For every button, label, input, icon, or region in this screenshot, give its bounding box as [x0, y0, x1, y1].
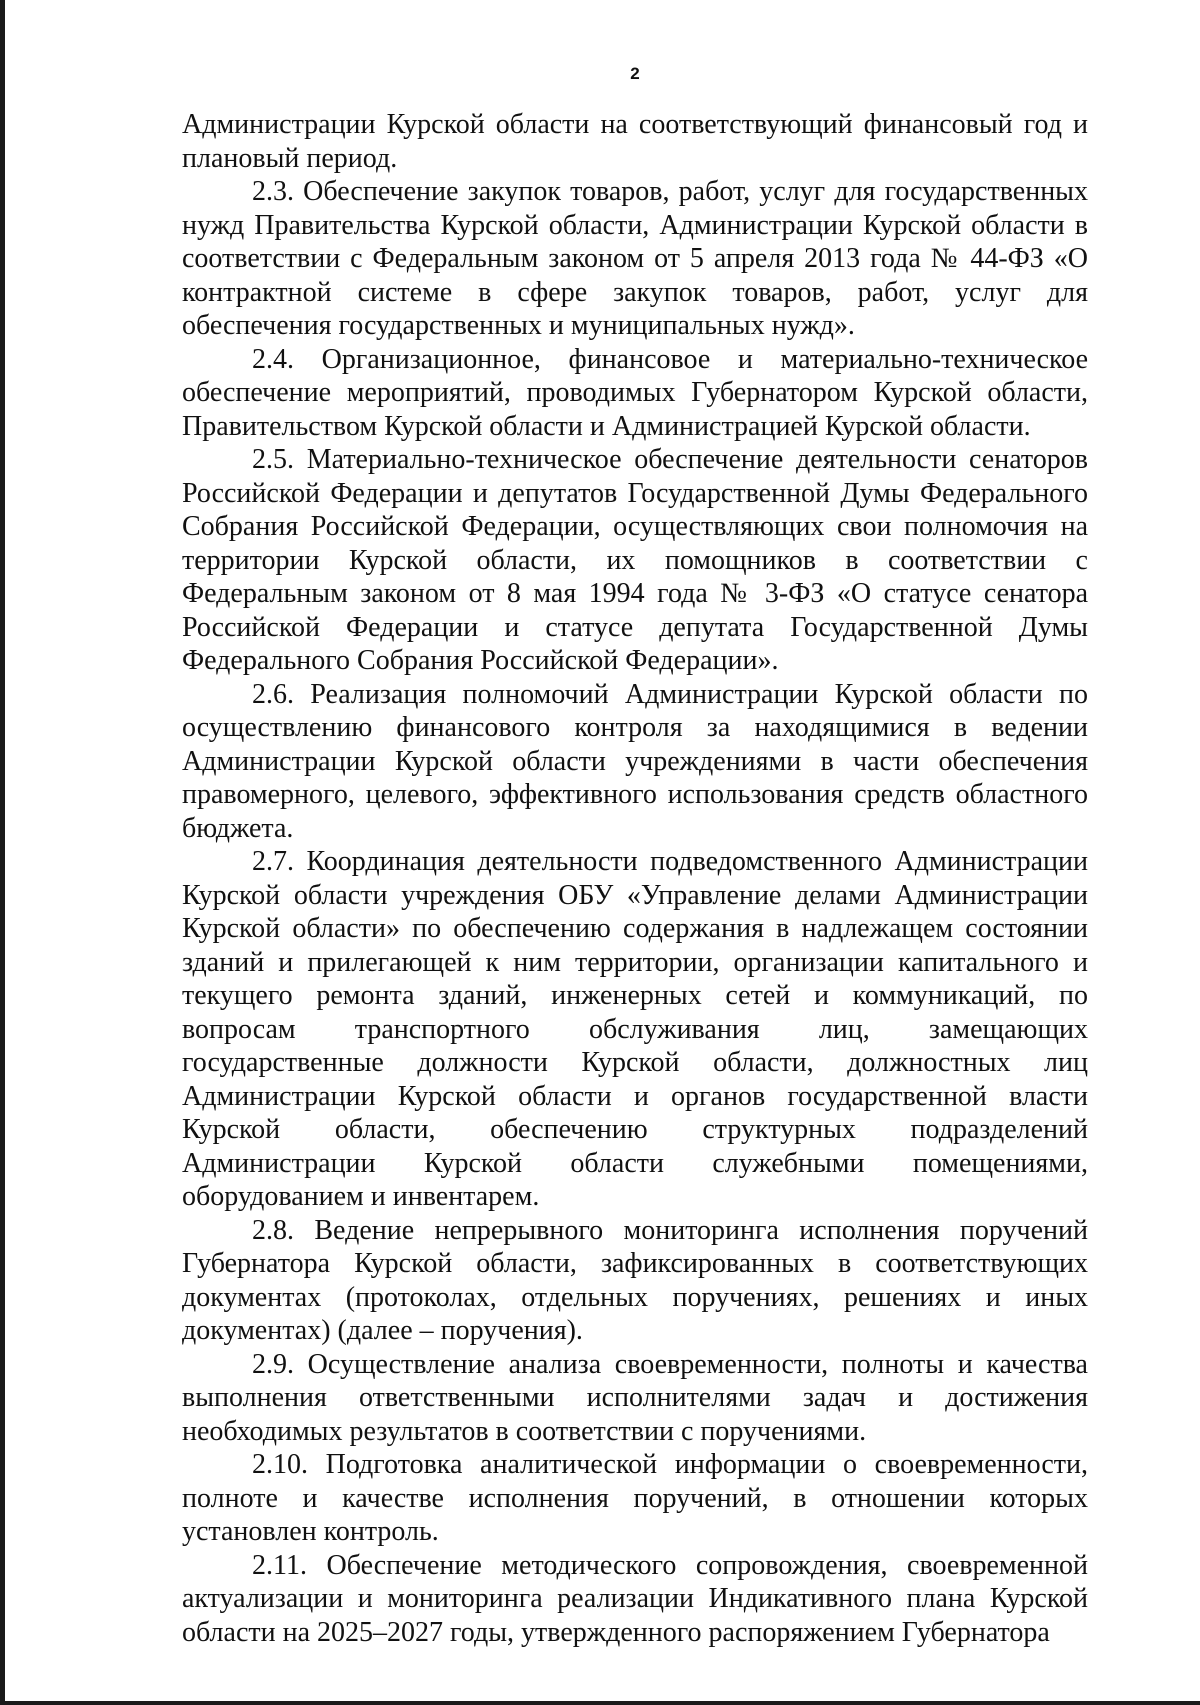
paragraph-2-6: 2.6. Реализация полномочий Администрации Курской области по осуществлению финансового контроля за находящимися в ведении Администрации Курской области учреждениями в части обеспечения правомерного, целевого, эффективного использования средств областного бюджета. — [182, 678, 1088, 844]
page-number: 2 — [630, 64, 640, 83]
paragraph-2-11: 2.11. Обеспечение методического сопровождения, своевременной актуализации и мониторинга реализации Индикативного плана Курской области на 2025–2027 годы, утвержденного распоряжением Губернатора — [182, 1549, 1088, 1648]
scan-edge — [0, 0, 5, 1705]
paragraph-2-10: 2.10. Подготовка аналитической информации о своевременности, полноте и качестве исполнения поручений, в отношении которых установлен контроль. — [182, 1449, 1088, 1547]
document-body — [182, 108, 1088, 1649]
paragraph-2-3: 2.3. Обеспечение закупок товаров, работ, услуг для государственных нужд Правительства Курской области, Администрации Курской области в соответствии с Федеральным законом от 5 апреля 2013 года № 44-ФЗ «О контрактной системе в сфере закупок товаров, работ, услуг для обеспечения государственных и муниципальных нужд». — [182, 176, 1088, 341]
paragraph-continuation: Администрации Курской области на соответствующий финансовый год и плановый период. — [182, 109, 1088, 174]
paragraph-2-5: 2.5. Материально-техническое обеспечение деятельности сенаторов Российской Федерации и депутатов Государственной Думы Федерального Собрания Российской Федерации, осуществляющих свои полномочия на территории Курской области, их помощников в соответствии с Федеральным законом от 8 мая 1994 года № 3-ФЗ «О статусе сенатора Российской Федерации и статусе депутата Государственной Думы Федерального Собрания Российской Федерации». — [182, 444, 1088, 676]
paragraph-2-7: 2.7. Координация деятельности подведомственного Администрации Курской области учреждения ОБУ «Управление делами Администрации Курской области» по обеспечению содержания в надлежащем состоянии зданий и прилегающей к ним территории, организации капитального и текущего ремонта зданий, инженерных сетей и коммуникаций, по вопросам транспортного обслуживания лиц, замещающих государственные должности Курской области, должностных лиц Администрации Курской области и органов государственной власти Курской области, обеспечению структурных подразделений Администрации Курской области служебными помещениями, оборудованием и инвентарем. — [182, 846, 1088, 1212]
paragraph-2-4: 2.4. Организационное, финансовое и материально-техническое обеспечение мероприятий, проводимых Губернатором Курской области, Правительством Курской области и Администрацией Курской области. — [182, 343, 1088, 442]
paragraph-2-9: 2.9. Осуществление анализа своевременности, полноты и качества выполнения ответственными исполнителями задач и достижения необходимых результатов в соответствии с поручениями. — [182, 1348, 1088, 1447]
paragraph-2-8: 2.8. Ведение непрерывного мониторинга исполнения поручений Губернатора Курской области, зафиксированных в соответствующих документах (протоколах, отдельных поручениях, решениях и иных документах) (далее – поручения). — [182, 1214, 1088, 1346]
scan-edge — [0, 1701, 1200, 1705]
